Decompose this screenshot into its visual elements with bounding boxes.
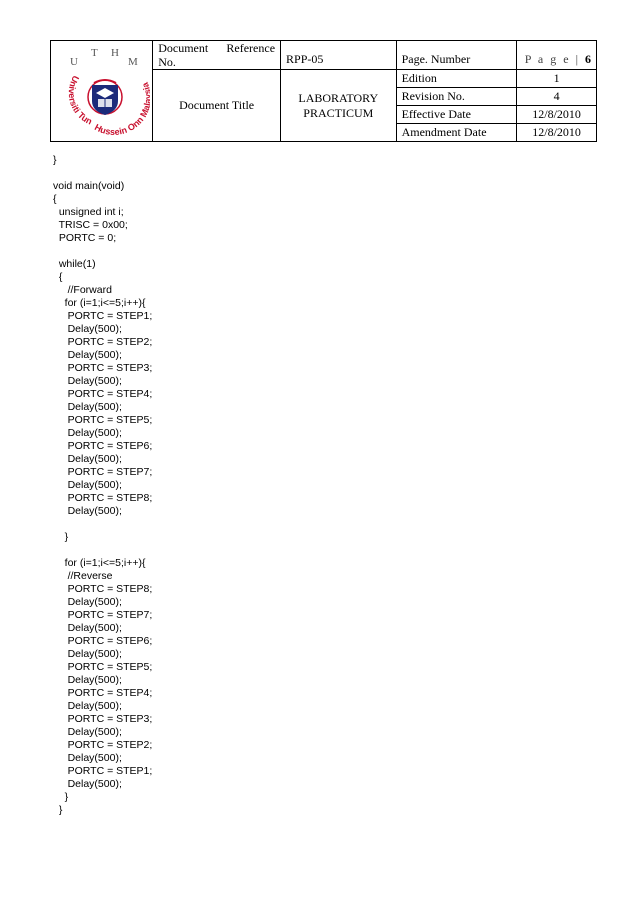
code-line: { xyxy=(53,193,57,205)
code-line xyxy=(53,544,152,557)
code-line: } xyxy=(53,531,69,543)
code-line: for (i=1;i<=5;i++){ xyxy=(53,297,146,309)
code-line: PORTC = STEP3; xyxy=(53,713,153,725)
code-line: Delay(500); xyxy=(53,700,122,712)
code-line xyxy=(53,167,152,180)
code-line: PORTC = STEP1; xyxy=(53,765,153,777)
code-line: unsigned int i; xyxy=(53,206,124,218)
university-logo xyxy=(54,41,150,137)
edition-label: Edition xyxy=(396,70,517,88)
page-separator: | xyxy=(570,52,585,66)
logo-letter-m: M xyxy=(127,56,138,68)
document-title-label: Document Title xyxy=(153,70,281,142)
code-line: PORTC = STEP6; xyxy=(53,635,153,647)
code-line: PORTC = STEP3; xyxy=(53,362,153,374)
code-line: PORTC = STEP7; xyxy=(53,609,153,621)
code-line: Delay(500); xyxy=(53,752,122,764)
document-title-line1: LABORATORY xyxy=(298,90,379,105)
code-line: PORTC = STEP7; xyxy=(53,466,153,478)
document-title-line2: PRACTICUM xyxy=(303,105,374,120)
edition-value: 1 xyxy=(517,70,597,88)
code-line: for (i=1;i<=5;i++){ xyxy=(53,557,146,569)
page-number-value: 6 xyxy=(585,52,591,66)
code-line: PORTC = STEP5; xyxy=(53,414,153,426)
code-line: PORTC = STEP1; xyxy=(53,310,153,322)
logo-ring-left: Universiti Tun xyxy=(66,73,94,127)
code-line: Delay(500); xyxy=(53,349,122,361)
revision-label: Revision No. xyxy=(396,88,517,106)
code-line: Delay(500); xyxy=(53,596,122,608)
document-title-value-cell xyxy=(281,70,397,142)
doc-ref-label-cell xyxy=(153,41,281,70)
effective-date-value: 12/8/2010 xyxy=(517,106,597,124)
code-line: Delay(500); xyxy=(53,479,122,491)
logo-crest xyxy=(88,80,122,115)
code-line: PORTC = STEP8; xyxy=(53,492,153,504)
code-line: Delay(500); xyxy=(53,648,122,660)
logo-letter-t: T xyxy=(90,47,98,59)
code-line: Delay(500); xyxy=(53,778,122,790)
code-line: PORTC = 0; xyxy=(53,232,117,244)
code-line: while(1) xyxy=(53,258,96,270)
code-line: PORTC = STEP2; xyxy=(53,336,153,348)
page-number-label: Page. Number xyxy=(396,41,517,70)
amendment-date-value: 12/8/2010 xyxy=(517,124,597,142)
document-header-table xyxy=(50,40,597,142)
doc-ref-word1: Document xyxy=(158,41,209,55)
code-line: Delay(500); xyxy=(53,375,122,387)
code-line: Delay(500); xyxy=(53,726,122,738)
page-number-cell xyxy=(517,41,597,70)
code-line: Delay(500); xyxy=(53,401,122,413)
page-word: P a g e xyxy=(524,52,571,66)
code-line: PORTC = STEP5; xyxy=(53,661,153,673)
code-line: Delay(500); xyxy=(53,622,122,634)
code-line: PORTC = STEP4; xyxy=(53,687,153,699)
code-line: PORTC = STEP8; xyxy=(53,583,153,595)
logo-cell xyxy=(51,41,153,142)
logo-letter-h: H xyxy=(110,47,119,59)
code-line: { xyxy=(53,271,63,283)
code-line: } xyxy=(53,791,69,803)
code-line: } xyxy=(53,804,63,816)
code-line: //Reverse xyxy=(53,570,113,582)
code-line: //Forward xyxy=(53,284,112,296)
code-line: Delay(500); xyxy=(53,505,122,517)
code-line: TRISC = 0x00; xyxy=(53,219,128,231)
code-line: void main(void) xyxy=(53,180,125,192)
logo-ring-right: Hussein Onn M a xyxy=(92,80,150,137)
code-listing xyxy=(53,154,152,817)
effective-date-label: Effective Date xyxy=(396,106,517,124)
doc-ref-word2: Reference xyxy=(226,41,276,55)
doc-ref-word3: No. xyxy=(158,55,176,69)
code-line: PORTC = STEP4; xyxy=(53,388,153,400)
doc-ref-value: RPP-05 xyxy=(281,41,397,70)
code-line: Delay(500); xyxy=(53,453,122,465)
code-line: PORTC = STEP6; xyxy=(53,440,153,452)
revision-value: 4 xyxy=(517,88,597,106)
code-line: Delay(500); xyxy=(53,427,122,439)
code-line: Delay(500); xyxy=(53,674,122,686)
code-line xyxy=(53,245,152,258)
amendment-date-label: Amendment Date xyxy=(396,124,517,142)
code-line xyxy=(53,518,152,531)
code-line: PORTC = STEP2; xyxy=(53,739,153,751)
logo-letter-u: U xyxy=(69,56,78,68)
code-line: } xyxy=(53,154,57,166)
code-line: Delay(500); xyxy=(53,323,122,335)
